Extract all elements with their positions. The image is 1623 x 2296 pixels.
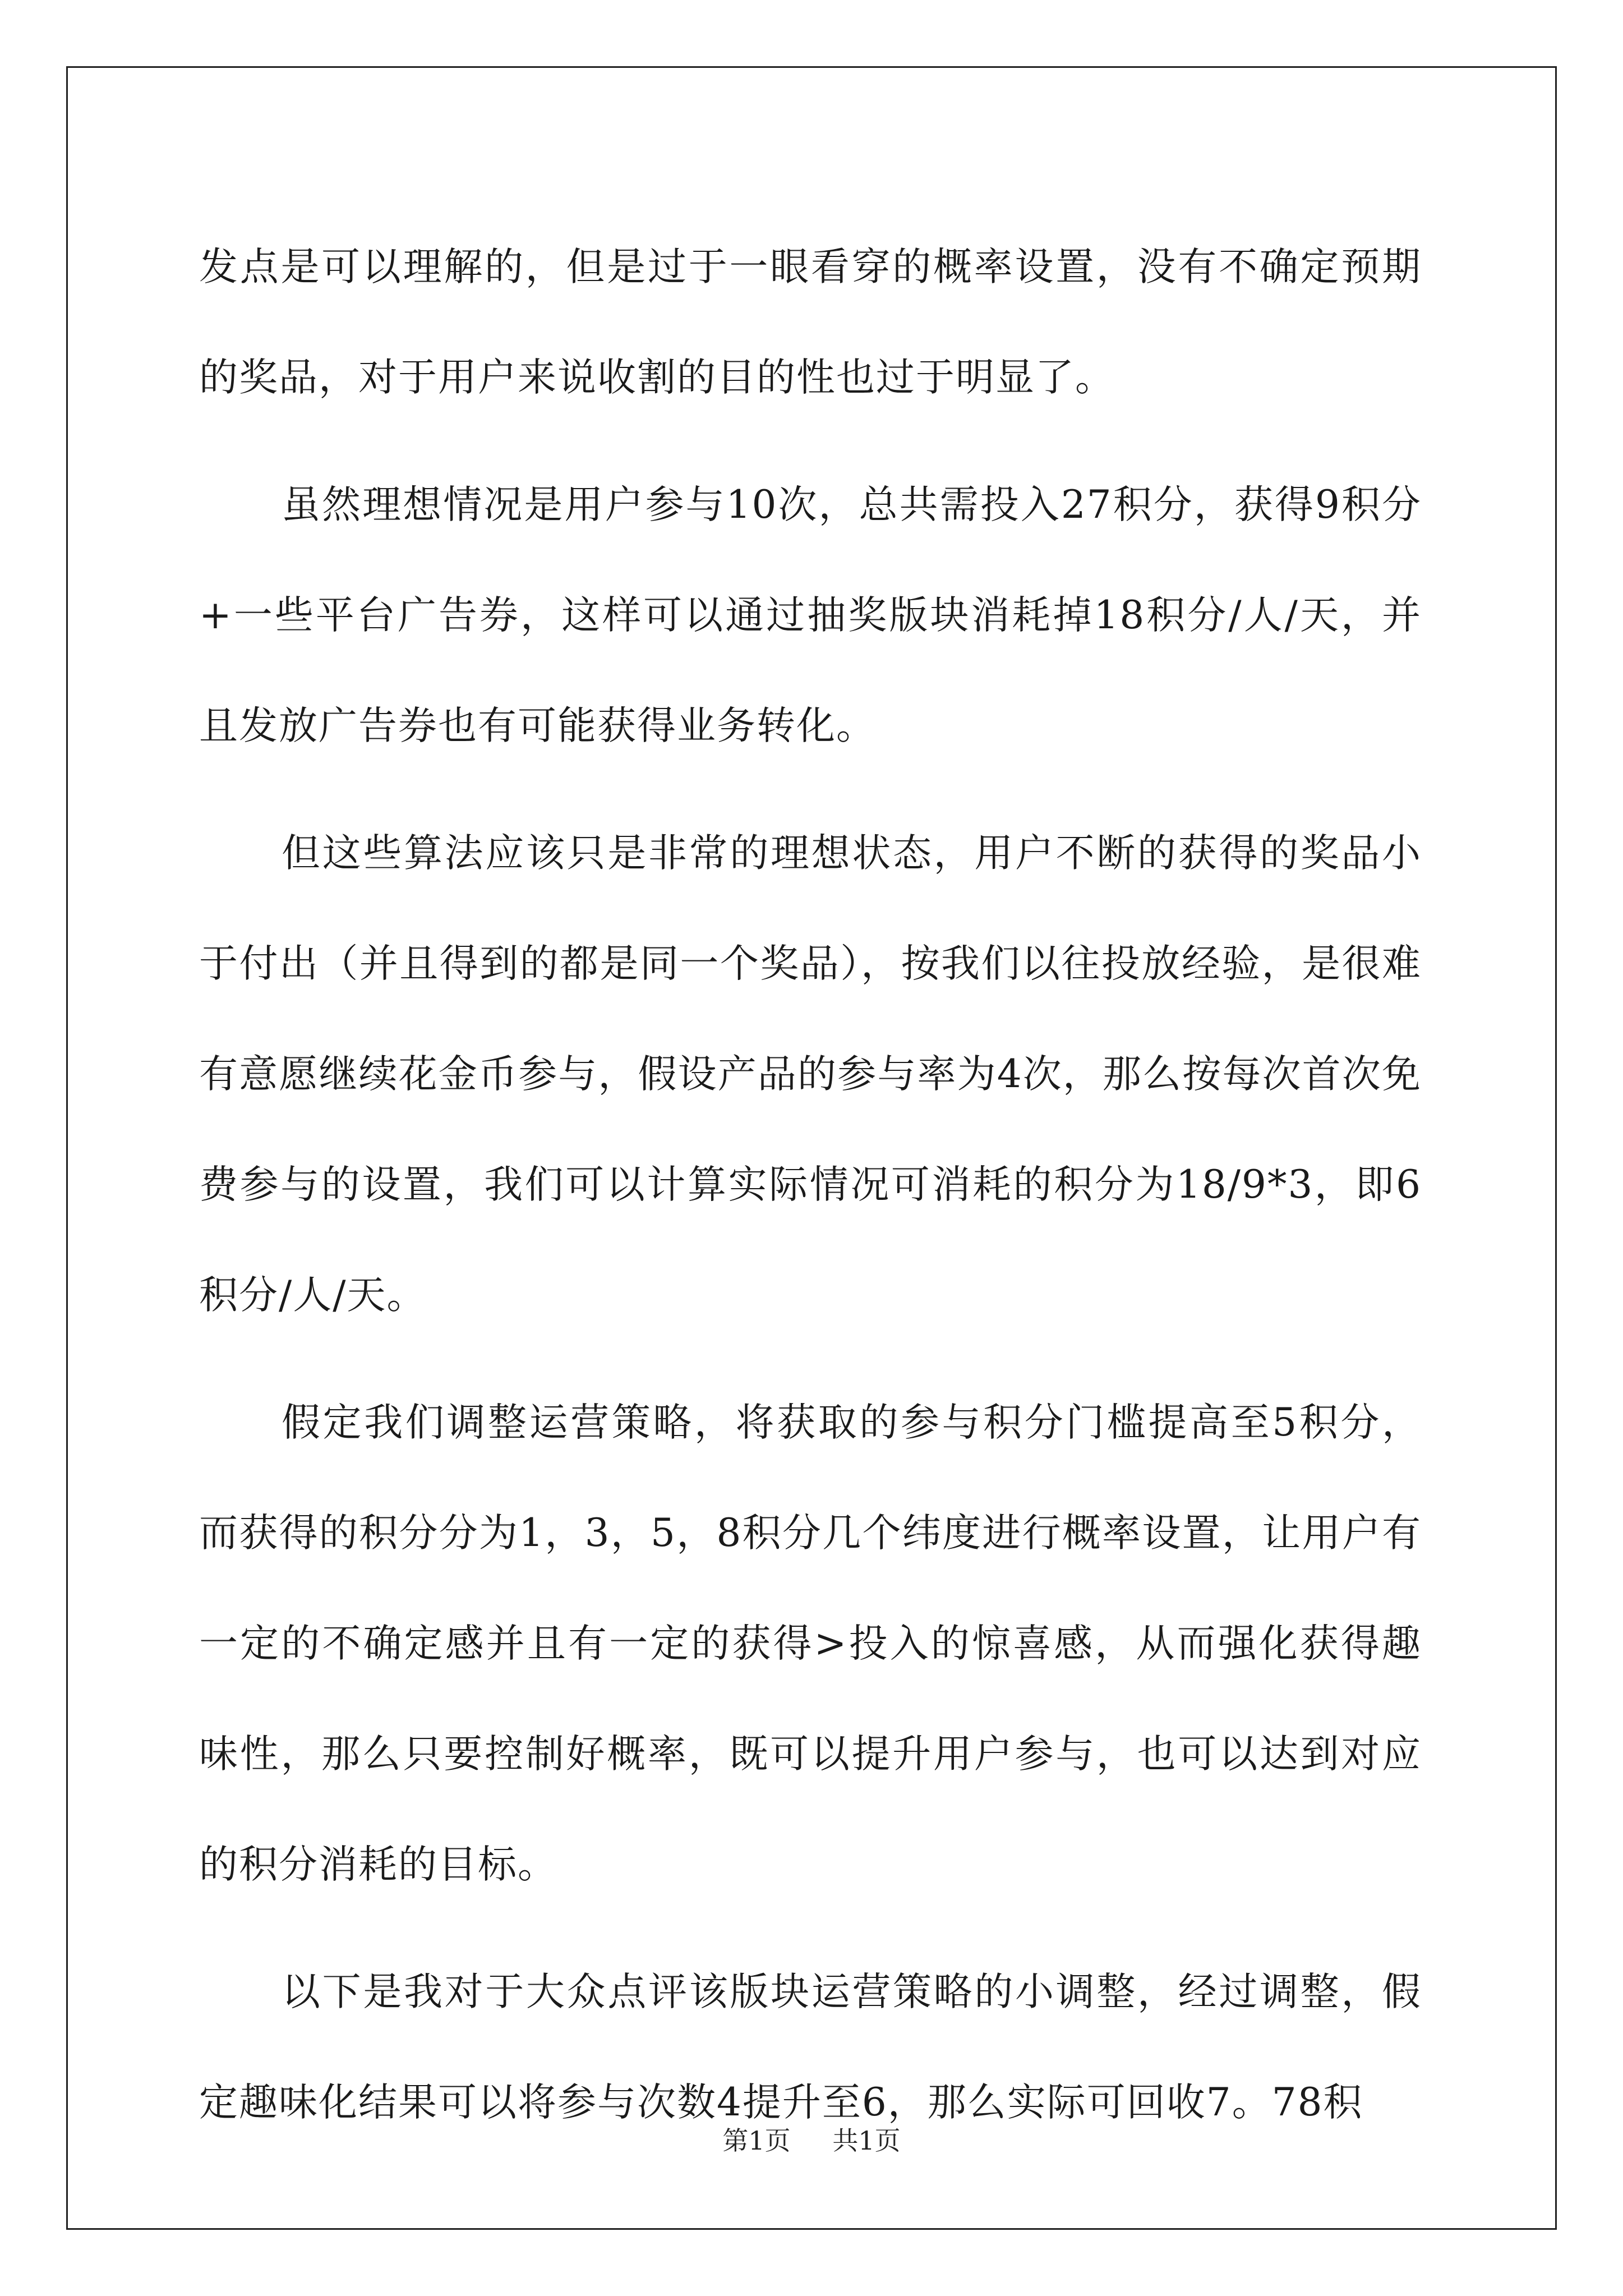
page-footer xyxy=(0,2120,1623,2157)
page-number: 第1页 xyxy=(722,2125,791,2156)
paragraph-2: 虽然理想情况是用户参与10次，总共需投入27积分，获得9积分+一些平台广告券，这样可以通过抽奖版块消耗掉18积分/人/天，并且发放广告券也有可能获得业务转化。 xyxy=(199,482,1422,748)
paragraph-1: 发点是可以理解的，但是过于一眼看穿的概率设置，没有不确定预期的奖品，对于用户来说收割的目的性也过于明显了。 xyxy=(199,245,1422,400)
document-body xyxy=(199,212,1422,2175)
page-total: 共1页 xyxy=(832,2125,901,2156)
paragraph-3: 但这些算法应该只是非常的理想状态，用户不断的获得的奖品小于付出（并且得到的都是同一个奖品），按我们以往投放经验，是很难有意愿继续花金币参与，假设产品的参与率为4次，那么按每次首次免费参与的设置，我们可以计算实际情况可消耗的积分为18/9*3，即6积分/人/天。 xyxy=(199,831,1422,1318)
paragraph-4: 假定我们调整运营策略，将获取的参与积分门槛提高至5积分，而获得的积分分为1，3，5，8积分几个纬度进行概率设置，让用户有一定的不确定感并且有一定的获得>投入的惊喜感，从而强化获得趣味性，那么只要控制好概率，既可以提升用户参与，也可以达到对应的积分消耗的目标。 xyxy=(199,1400,1422,1887)
paragraph-5: 以下是我对于大众点评该版块运营策略的小调整，经过调整，假定趣味化结果可以将参与次数4提升至6，那么实际可回收7。78积 xyxy=(199,1970,1422,2125)
